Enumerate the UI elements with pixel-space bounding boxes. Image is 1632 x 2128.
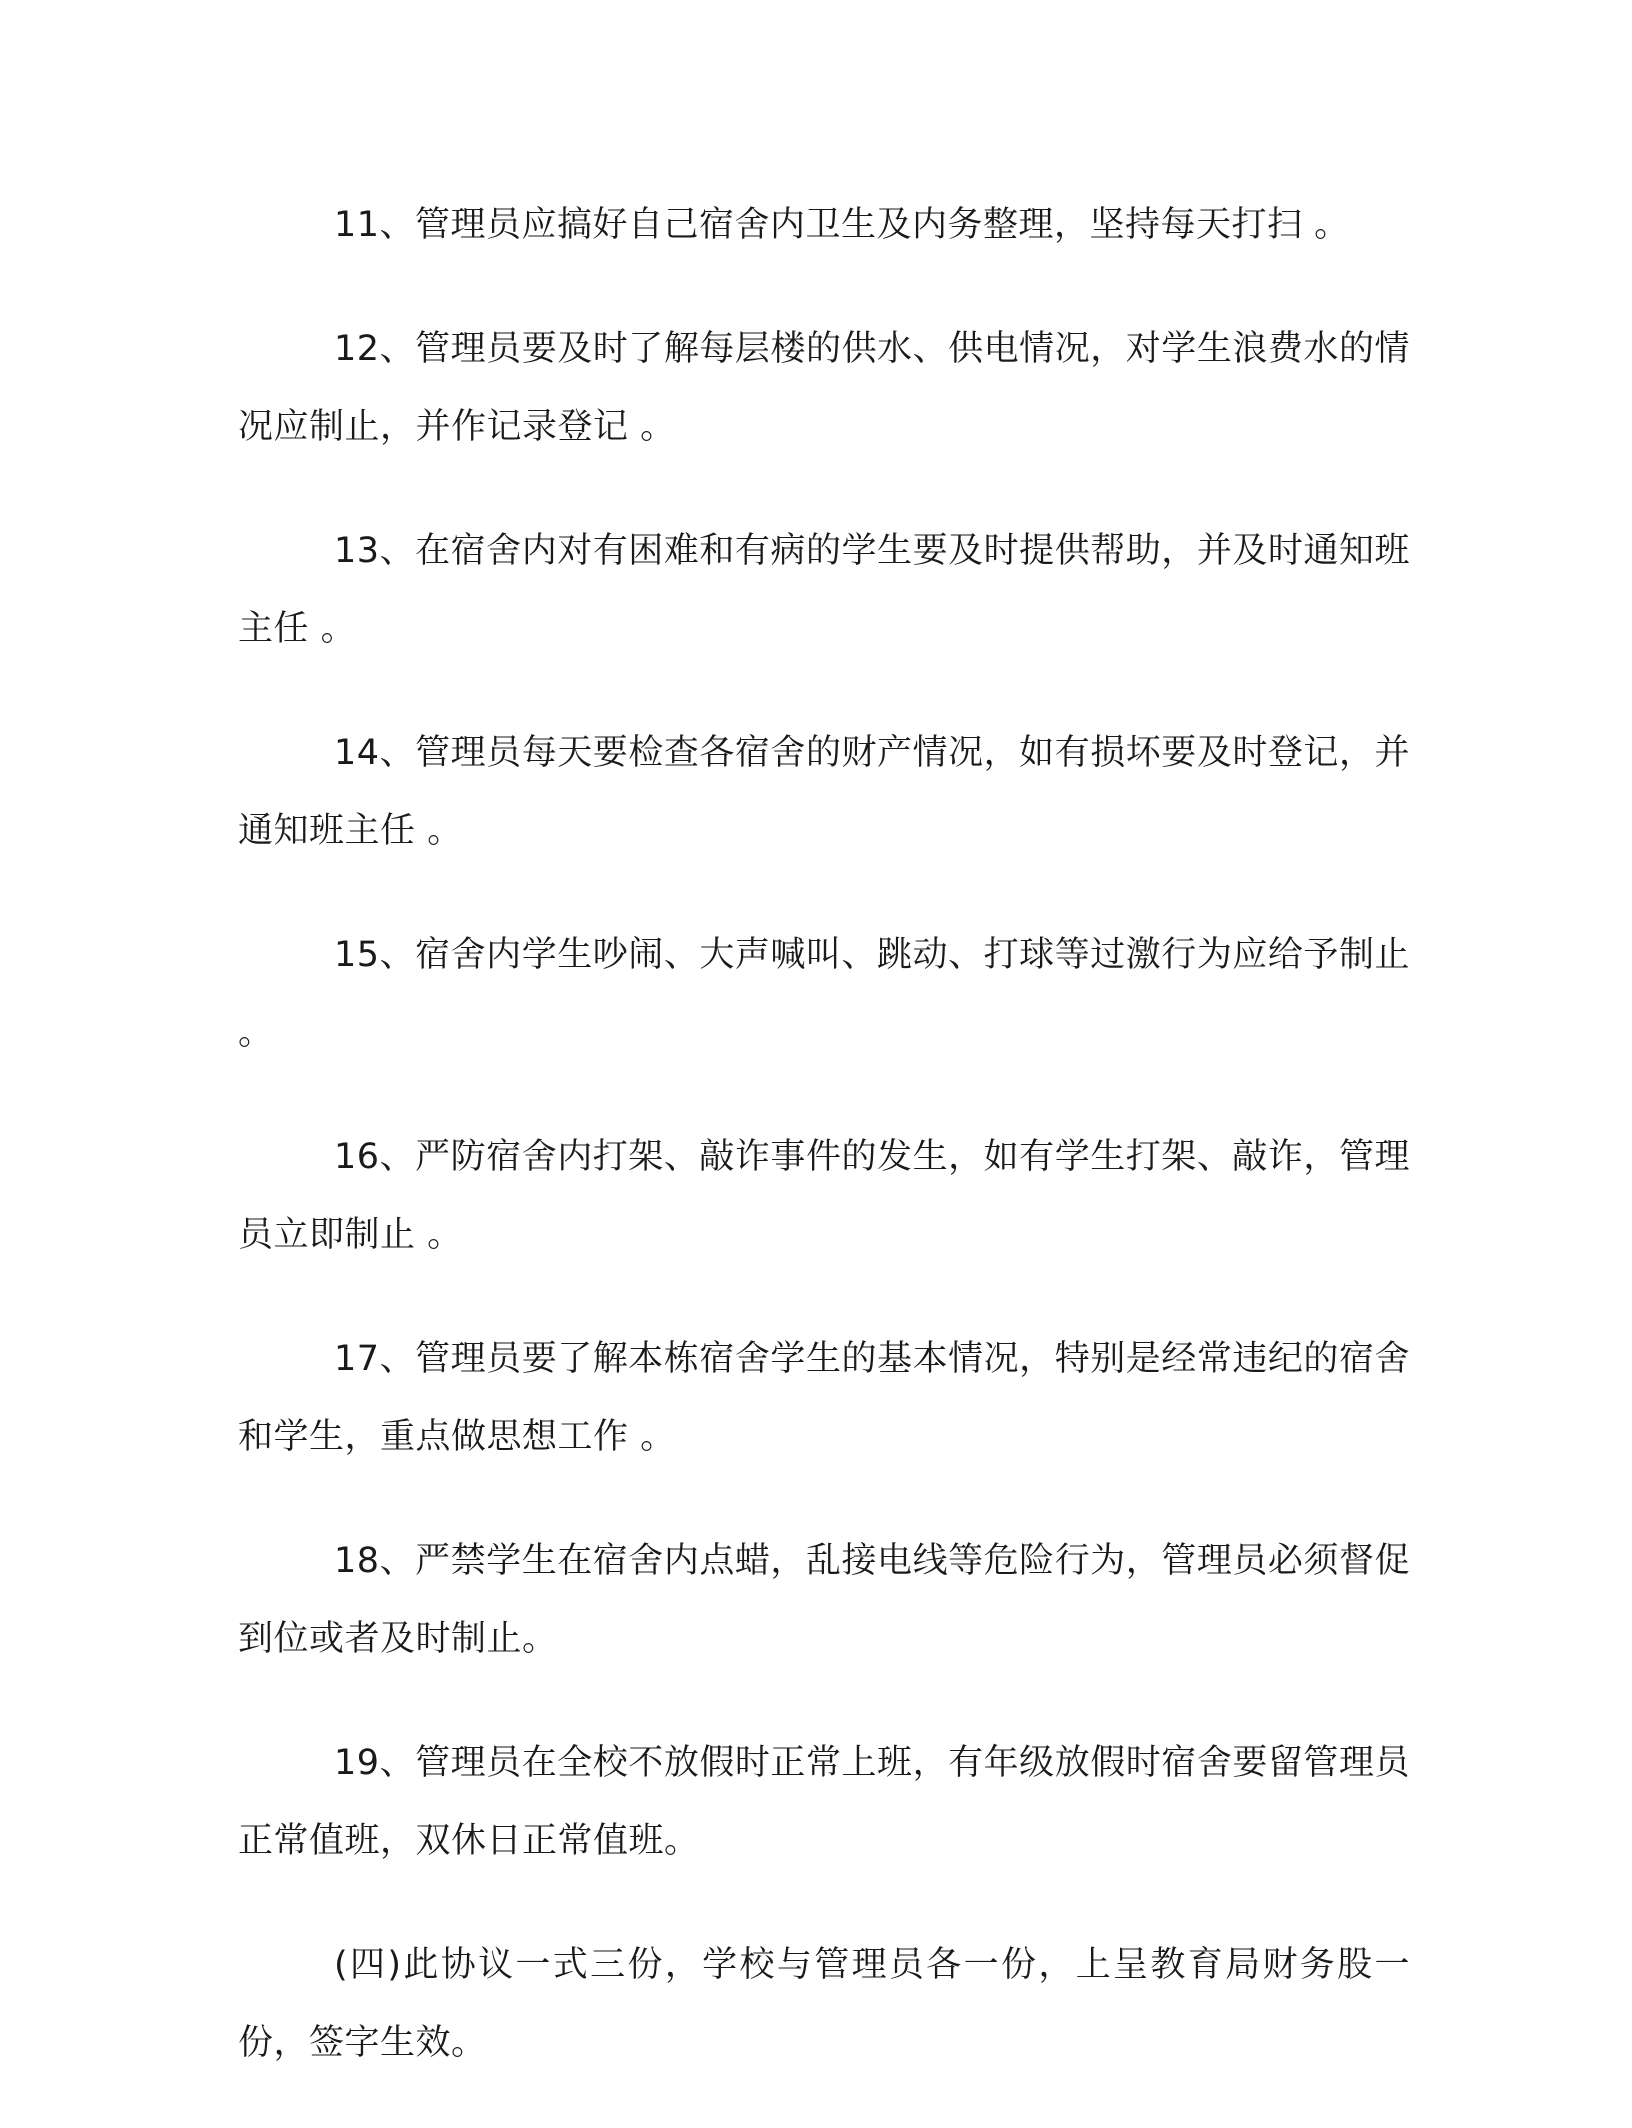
paragraph-13: 13、在宿舍内对有困难和有病的学生要及时提供帮助，并及时通知班主任 。 <box>238 531 1410 649</box>
paragraph-14: 14、管理员每天要检查各宿舍的财产情况，如有损坏要及时登记，并通知班主任 。 <box>238 733 1410 851</box>
paragraph-section-4: (四)此协议一式三份，学校与管理员各一份，上呈教育局财务股一份，签字生效。 <box>238 1945 1410 2063</box>
paragraph-11: 11、管理员应搞好自己宿舍内卫生及内务整理，坚持每天打扫 。 <box>334 205 1350 245</box>
document-body <box>238 186 1410 2128</box>
paragraph-16: 16、严防宿舍内打架、敲诈事件的发生，如有学生打架、敲诈，管理员立即制止 。 <box>238 1137 1410 1255</box>
paragraph-18: 18、严禁学生在宿舍内点蜡，乱接电线等危险行为，管理员必须督促到位或者及时制止。 <box>238 1541 1410 1659</box>
paragraph-17: 17、管理员要了解本栋宿舍学生的基本情况，特别是经常违纪的宿舍和学生，重点做思想工作 。 <box>238 1339 1410 1457</box>
paragraph-15: 15、宿舍内学生吵闹、大声喊叫、跳动、打球等过激行为应给予制止 。 <box>238 935 1410 1053</box>
paragraph-19: 19、管理员在全校不放假时正常上班，有年级放假时宿舍要留管理员正常值班，双休日正常值班。 <box>238 1743 1410 1861</box>
paragraph-12: 12、管理员要及时了解每层楼的供水、供电情况，对学生浪费水的情况应制止，并作记录登记 。 <box>238 329 1410 447</box>
